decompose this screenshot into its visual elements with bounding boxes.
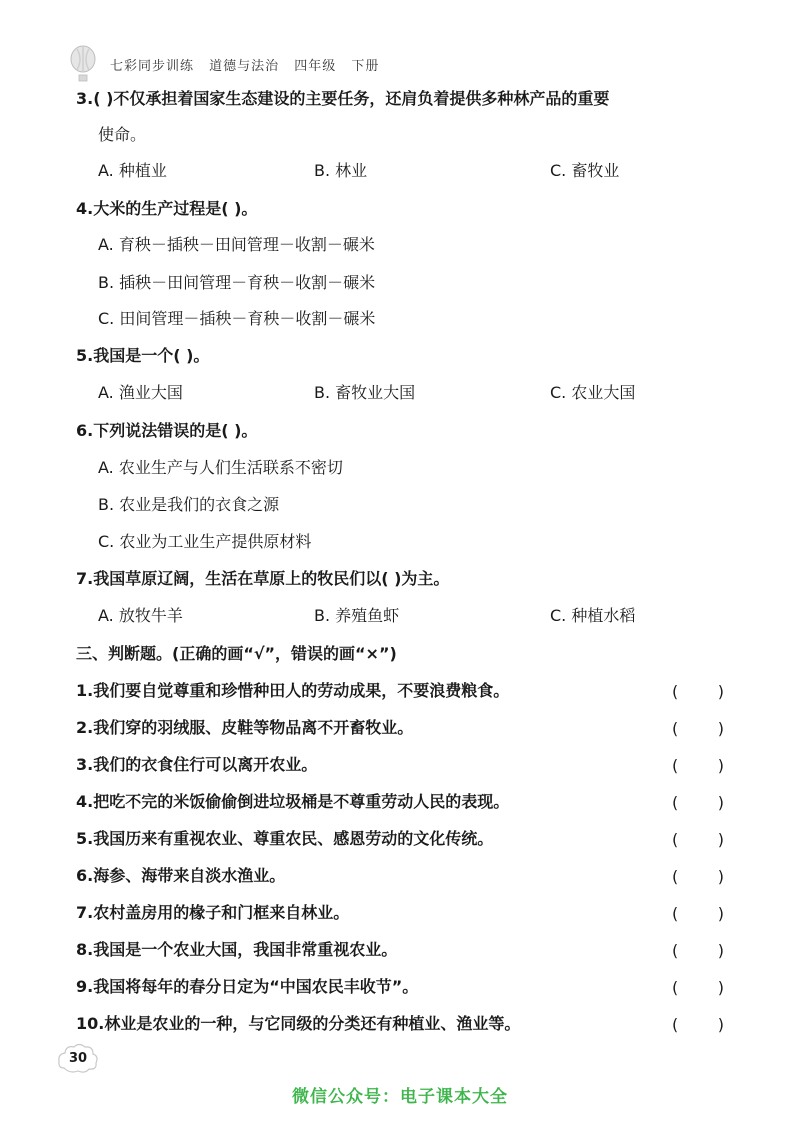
option-b: B. 农业是我们的衣食之源 <box>98 495 280 514</box>
open-paren: ( <box>672 719 679 738</box>
answer-blank[interactable] <box>672 941 724 960</box>
balloon-logo-icon <box>68 45 98 83</box>
footer-watermark: 微信公众号：电子课本大全 <box>292 1087 508 1107</box>
question-number: 4. <box>76 199 94 218</box>
item-text: 农村盖房用的椽子和门框来自林业。 <box>93 903 350 922</box>
open-paren: ( <box>672 830 679 849</box>
item-text: 海参、海带来自淡水渔业。 <box>93 866 286 885</box>
question-number: 6. <box>76 421 94 440</box>
close-paren: ) <box>717 682 724 701</box>
page-number-badge <box>56 1040 100 1076</box>
close-paren: ) <box>717 1015 724 1034</box>
item-number: 5. <box>76 829 94 848</box>
question-number: 5. <box>76 346 94 365</box>
judgement-item <box>76 1013 520 1035</box>
option-a: A. 育秧－插秧－田间管理－收割－碾米 <box>98 235 375 254</box>
item-text: 我国将每年的春分日定为“中国农民丰收节”。 <box>93 977 419 996</box>
answer-blank[interactable] <box>672 830 724 849</box>
question-4-stem <box>76 198 257 220</box>
option-a: A. 农业生产与人们生活联系不密切 <box>98 458 343 477</box>
open-paren: ( <box>672 1015 679 1034</box>
answer-blank[interactable] <box>672 793 724 812</box>
open-paren: ( <box>672 793 679 812</box>
open-paren: ( <box>672 682 679 701</box>
question-text: 下列说法错误的是( )。 <box>93 421 258 440</box>
item-number: 3. <box>76 755 94 774</box>
judgement-item <box>76 976 418 998</box>
answer-blank[interactable] <box>672 904 724 923</box>
item-text: 我们穿的羽绒服、皮鞋等物品离不开畜牧业。 <box>93 718 414 737</box>
option-c: C. 畜牧业 <box>550 161 620 180</box>
option-c: C. 农业为工业生产提供原材料 <box>98 532 312 551</box>
item-text: 我国历来有重视农业、尊重农民、感恩劳动的文化传统。 <box>93 829 494 848</box>
close-paren: ) <box>717 793 724 812</box>
judgement-item <box>76 902 349 924</box>
question-text: ( )不仅承担着国家生态建设的主要任务，还肩负着提供多种林产品的重要 <box>93 89 610 108</box>
judgement-item <box>76 865 285 887</box>
open-paren: ( <box>672 978 679 997</box>
question-number: 7. <box>76 569 94 588</box>
section-title: 三、判断题。(正确的画“√”，错误的画“×”) <box>76 644 397 663</box>
judgement-item <box>76 754 317 776</box>
question-text: 我国草原辽阔，生活在草原上的牧民们以( )为主。 <box>93 569 450 588</box>
question-7-stem <box>76 568 449 590</box>
item-text: 我国是一个农业大国，我国非常重视农业。 <box>93 940 398 959</box>
close-paren: ) <box>717 756 724 775</box>
option-c: C. 田间管理－插秧－育秧－收割－碾米 <box>98 309 376 328</box>
item-number: 7. <box>76 903 94 922</box>
page-number: 30 <box>68 1050 88 1066</box>
item-number: 10. <box>76 1014 105 1033</box>
answer-blank[interactable] <box>672 867 724 886</box>
answer-blank[interactable] <box>672 978 724 997</box>
question-number: 3. <box>76 89 94 108</box>
item-number: 1. <box>76 681 94 700</box>
close-paren: ) <box>717 719 724 738</box>
option-c: C. 农业大国 <box>550 383 636 402</box>
question-3-stem-cont: 使命。 <box>98 125 147 144</box>
item-number: 9. <box>76 977 94 996</box>
item-text: 我们的衣食住行可以离开农业。 <box>93 755 318 774</box>
option-b: B. 林业 <box>314 161 368 180</box>
option-b: B. 养殖鱼虾 <box>314 606 400 625</box>
open-paren: ( <box>672 941 679 960</box>
open-paren: ( <box>672 756 679 775</box>
item-number: 4. <box>76 792 94 811</box>
option-a: A. 种植业 <box>98 161 167 180</box>
item-text: 我们要自觉尊重和珍惜种田人的劳动成果，不要浪费粮食。 <box>93 681 510 700</box>
option-a: A. 放牧牛羊 <box>98 606 183 625</box>
answer-blank[interactable] <box>672 1015 724 1034</box>
item-text: 林业是农业的一种，与它同级的分类还有种植业、渔业等。 <box>104 1014 521 1033</box>
option-c: C. 种植水稻 <box>550 606 636 625</box>
answer-blank[interactable] <box>672 682 724 701</box>
close-paren: ) <box>717 830 724 849</box>
judgement-item <box>76 680 509 702</box>
option-b: B. 畜牧业大国 <box>314 383 416 402</box>
close-paren: ) <box>717 867 724 886</box>
open-paren: ( <box>672 904 679 923</box>
close-paren: ) <box>717 941 724 960</box>
judgement-item <box>76 939 397 961</box>
option-b: B. 插秧－田间管理－育秧－收割－碾米 <box>98 273 376 292</box>
judgement-item <box>76 828 493 850</box>
judgement-item <box>76 717 413 739</box>
question-6-stem <box>76 420 257 442</box>
item-text: 把吃不完的米饭偷偷倒进垃圾桶是不尊重劳动人民的表现。 <box>93 792 510 811</box>
page-header <box>68 44 379 84</box>
header-title: 七彩同步训练 道德与法治 四年级 下册 <box>110 58 380 74</box>
judgement-item <box>76 791 509 813</box>
close-paren: ) <box>717 904 724 923</box>
item-number: 8. <box>76 940 94 959</box>
question-3-stem <box>76 88 609 110</box>
close-paren: ) <box>717 978 724 997</box>
item-number: 2. <box>76 718 94 737</box>
answer-blank[interactable] <box>672 719 724 738</box>
open-paren: ( <box>672 867 679 886</box>
answer-blank[interactable] <box>672 756 724 775</box>
item-number: 6. <box>76 866 94 885</box>
question-text: 大米的生产过程是( )。 <box>93 199 258 218</box>
option-a: A. 渔业大国 <box>98 383 183 402</box>
question-text: 我国是一个( )。 <box>93 346 210 365</box>
question-5-stem <box>76 345 209 367</box>
